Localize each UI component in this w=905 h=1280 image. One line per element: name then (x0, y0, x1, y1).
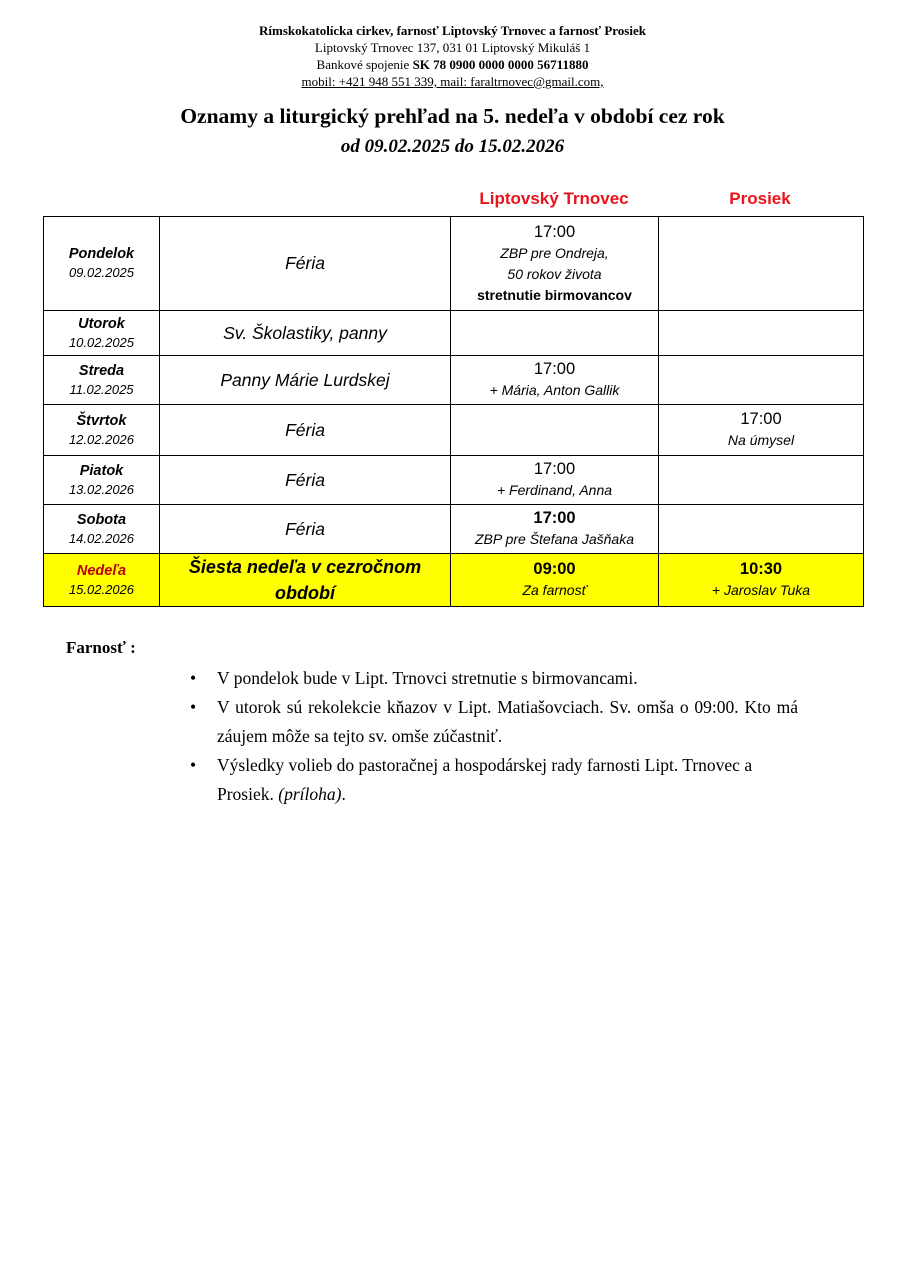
feast-name-continued: období (275, 583, 335, 603)
address: Liptovský Trnovec 137, 031 01 Liptovský Mikuláš 1 (314, 40, 591, 55)
day-name: Pondelok (68, 246, 135, 262)
feast-name: Sv. Školastiky, panny (223, 322, 387, 343)
event-note: stretnutie birmovancov (477, 286, 632, 303)
letterhead (0, 22, 905, 90)
prosiek-cell (659, 405, 864, 456)
day-date: 12.02.2026 (68, 431, 135, 447)
column-header-trnovec: Liptovský Trnovec (479, 189, 629, 208)
day-cell (44, 356, 160, 405)
day-name: Štvrtok (76, 412, 127, 429)
feast-cell (160, 405, 451, 456)
date-range: od 09.02.2025 do 15.02.2026 (340, 136, 565, 157)
contact-info[interactable]: mobil: +421 948 551 339, mail: faraltrnovec@gmail.com, (301, 74, 604, 89)
feast-name: Féria (285, 469, 325, 490)
prosiek-cell (659, 356, 864, 405)
day-cell (44, 405, 160, 456)
prosiek-cell (659, 505, 864, 554)
trnovec-cell (451, 405, 659, 456)
day-name: Piatok (79, 462, 124, 479)
note-text: V pondelok bude v Lipt. Trnovci stretnutie s birmovancami. (217, 668, 638, 688)
day-date: 11.02.2025 (69, 381, 134, 397)
feast-cell (160, 456, 451, 505)
trnovec-cell (451, 456, 659, 505)
note-text: Výsledky volieb do pastoračnej a hospodárskej rady farnosti Lipt. Trnovec a Prosiek. (217, 755, 753, 804)
table-row (44, 456, 864, 505)
table-row-sunday (44, 554, 864, 607)
feast-cell (160, 505, 451, 554)
feast-cell (160, 554, 451, 607)
day-name: Nedeľa (76, 562, 127, 579)
bank-label: Bankové spojenie (316, 57, 413, 72)
bullet-icon: • (190, 755, 197, 775)
feast-cell (160, 311, 451, 356)
table-row (44, 217, 864, 311)
mass-intention: ZBP pre Štefana Jašňaka (474, 531, 635, 547)
trnovec-cell (451, 217, 659, 311)
bullet-icon: • (190, 697, 197, 717)
parish-section-label: Farnosť : (66, 638, 136, 657)
trnovec-cell (451, 311, 659, 356)
day-cell (44, 456, 160, 505)
table-row (44, 311, 864, 356)
table-row (44, 356, 864, 405)
schedule-table (43, 216, 864, 607)
table-row (44, 405, 864, 456)
day-name: Sobota (76, 511, 127, 528)
prosiek-cell (659, 217, 864, 311)
day-name: Utorok (78, 315, 125, 332)
bank-account: SK 78 0900 0000 0000 56711880 (412, 57, 589, 72)
mass-time: 10:30 (739, 560, 783, 578)
trnovec-cell (451, 505, 659, 554)
bank-info (0, 56, 905, 73)
day-date: 13.02.2026 (68, 481, 135, 497)
mass-intention: + Ferdinand, Anna (496, 482, 613, 498)
list-item (190, 664, 798, 693)
feast-cell (160, 217, 451, 311)
organization-name: Rímskokatolícka cirkev, farnosť Liptovský Trnovec a farnosť Prosiek (259, 23, 646, 38)
prosiek-cell (659, 311, 864, 356)
list-item (190, 693, 798, 751)
mass-intention: Za farnosť (522, 582, 587, 598)
page-title: Oznamy a liturgický prehľad na 5. nedeľa v období cez rok (180, 104, 725, 128)
day-date: 15.02.2026 (68, 581, 135, 597)
feast-name: Panny Márie Lurdskej (220, 369, 390, 390)
mass-time: 17:00 (533, 509, 576, 527)
mass-intention: Na úmysel (727, 432, 795, 448)
mass-intention: 50 rokov života (507, 265, 602, 282)
day-cell (44, 217, 160, 311)
attachment-reference: (príloha) (278, 784, 342, 804)
feast-name: Féria (285, 419, 325, 440)
feast-name: Féria (285, 518, 325, 539)
trnovec-cell (451, 554, 659, 607)
day-cell (44, 311, 160, 356)
prosiek-cell (659, 456, 864, 505)
feast-name: Šiesta nedeľa v cezročnom (188, 557, 422, 577)
bullet-icon: • (190, 668, 197, 688)
trnovec-cell (451, 356, 659, 405)
mass-intention: + Jaroslav Tuka (711, 582, 811, 598)
note-text: V utorok sú rekolekcie kňazov v Lipt. Matiašovciach. Sv. omša o 09:00. Kto má záujem môže sa tejto sv. omše zúčastniť. (217, 697, 798, 746)
day-cell (44, 505, 160, 554)
mass-time: 17:00 (533, 360, 576, 378)
prosiek-cell (659, 554, 864, 607)
mass-time: 17:00 (533, 460, 576, 478)
day-name: Streda (78, 362, 125, 379)
mass-time: 17:00 (740, 410, 782, 428)
column-header-prosiek: Prosiek (729, 189, 791, 208)
table-row (44, 505, 864, 554)
day-date: 10.02.2025 (68, 334, 135, 350)
day-cell (44, 554, 160, 607)
day-date: 14.02.2026 (68, 530, 135, 546)
list-item (190, 751, 798, 809)
mass-intention: + Mária, Anton Gallik (489, 382, 620, 398)
parish-notes-list (190, 664, 798, 809)
feast-cell (160, 356, 451, 405)
mass-time: 09:00 (533, 560, 576, 578)
note-end: . (341, 784, 346, 804)
mass-intention: ZBP pre Ondreja, (500, 244, 609, 261)
feast-name: Féria (285, 253, 325, 273)
day-date: 09.02.2025 (68, 265, 135, 280)
mass-time: 17:00 (533, 222, 576, 241)
